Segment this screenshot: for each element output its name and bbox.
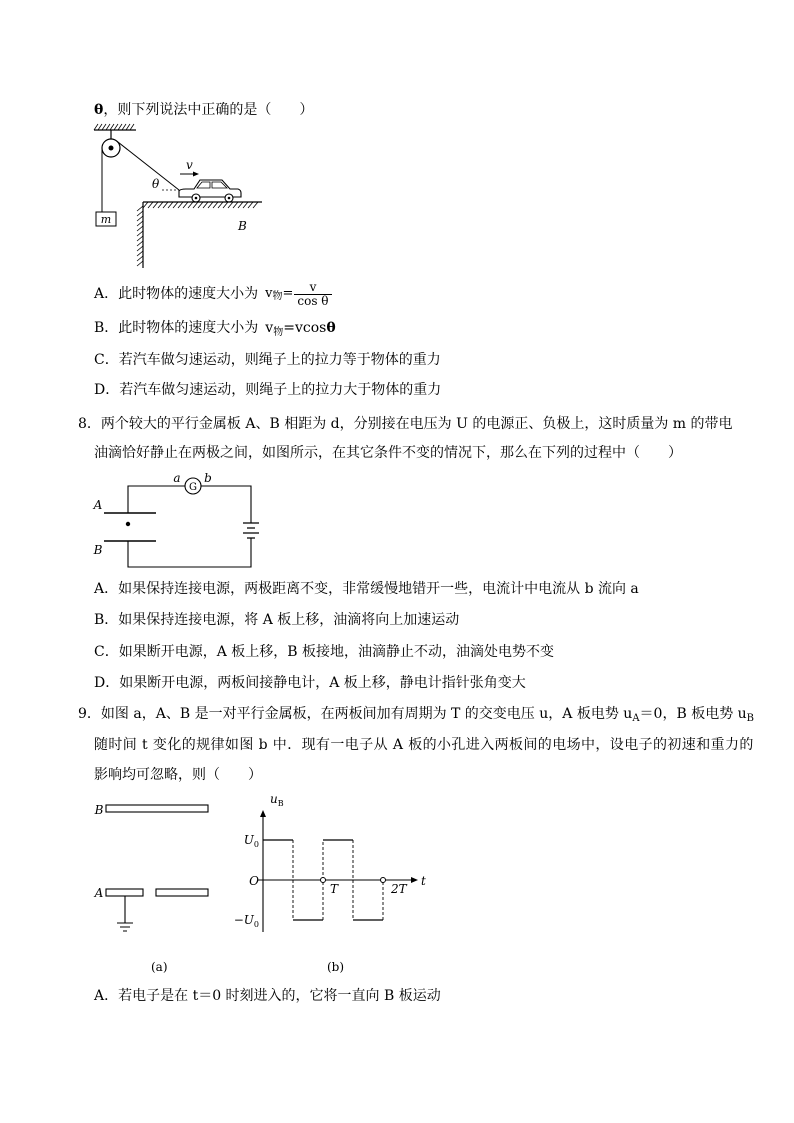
stem-text: 两个较大的平行金属板 A、B 相距为 d，分别接在电压为 U 的电源正、负极上，这时质量为 m 的带电 xyxy=(100,416,733,432)
oil-drop xyxy=(126,522,130,526)
tick-label-2t: 2T xyxy=(391,882,407,896)
ground-icon xyxy=(117,923,133,931)
plate-b-label: B xyxy=(93,543,103,557)
option-label: A． xyxy=(94,581,119,597)
q7-option-a xyxy=(94,280,332,308)
tick-marker-2t xyxy=(381,878,386,883)
low-level-label xyxy=(234,913,259,929)
y-axis-label xyxy=(270,792,284,808)
option-text: 如果保持连接电源，将 A 板上移，油滴将向上加速运动 xyxy=(118,612,460,628)
y-axis-subscript: B xyxy=(277,799,284,808)
option-label: C． xyxy=(94,644,119,660)
option-label: B． xyxy=(94,320,119,336)
wall-hatching xyxy=(137,206,143,266)
option-text: 如果保持连接电源，两极距离不变，非常缓慢地错开一些，电流计中电流从 b 流向 a xyxy=(118,581,639,597)
q7-option-c xyxy=(94,351,441,369)
y-axis-arrow xyxy=(260,810,266,817)
point-b-label: B xyxy=(238,219,247,233)
question-number: 8． xyxy=(78,416,101,432)
option-text: 如果断开电源，两板间接静电计，A 板上移，静电计指针张角变大 xyxy=(119,675,526,691)
q7-theta-symbol: θ xyxy=(94,102,104,118)
plate-a-label: A xyxy=(94,886,104,900)
speed-formula-a xyxy=(265,281,331,308)
stem-text: 影响均可忽略，则（ ） xyxy=(94,767,262,783)
stem-text: 油滴恰好静止在两极之间，如图所示，在其它条件不变的情况下，那么在下列的过程中（ ） xyxy=(94,445,682,461)
tick-label-t: T xyxy=(330,882,339,896)
plate-b xyxy=(106,805,208,812)
subscript-a: A xyxy=(632,713,640,724)
option-text: 若电子是在 t＝0 时刻进入的，它将一直向 B 板运动 xyxy=(118,988,441,1004)
q7-option-d xyxy=(94,381,441,399)
formula-theta: θ xyxy=(326,320,336,336)
q9-stem-line1 xyxy=(78,705,754,725)
option-label: D． xyxy=(94,382,120,398)
pulley-car-figure xyxy=(90,122,270,272)
formula-rhs: =vcos xyxy=(283,320,327,336)
stem-text: 如图 a，A、B 是一对平行金属板，在两板间加有周期为 T 的交变电压 u，A 板电势 u xyxy=(100,706,633,722)
subscript-b: B xyxy=(746,713,755,724)
circuit-wire xyxy=(128,486,251,567)
x-axis-label: t xyxy=(421,874,426,888)
q8-stem-line1 xyxy=(78,415,733,433)
plate-a-left xyxy=(106,889,143,896)
formula-lhs: v xyxy=(265,320,274,336)
q7-stem-text: ，则下列说法中正确的是（ ） xyxy=(103,102,314,118)
option-label: A． xyxy=(94,988,119,1004)
high-level-symbol: U xyxy=(243,833,254,847)
car-icon xyxy=(179,180,241,202)
mass-label: m xyxy=(100,213,112,226)
stem-text: 随时间 t 变化的规律如图 b 中．现有一电子从 A 板的小孔进入两板间的电场中，设电子的初速和重力的 xyxy=(94,737,754,753)
option-label: D． xyxy=(94,675,120,691)
platform-hatching xyxy=(143,202,258,208)
option-label: A． xyxy=(94,286,119,302)
high-level-subscript: 0 xyxy=(253,840,259,849)
plate-b-label: B xyxy=(94,803,104,817)
x-axis-arrow xyxy=(411,877,418,883)
low-level-subscript: 0 xyxy=(253,920,259,929)
y-axis-symbol: u xyxy=(270,792,278,806)
capacitor-circuit-figure xyxy=(90,468,265,576)
terminal-a-label: a xyxy=(173,471,181,485)
option-label: C． xyxy=(94,352,119,368)
q8-option-a xyxy=(94,580,639,598)
plate-a-label: A xyxy=(93,498,103,512)
formula-lhs-subscript: 物 xyxy=(273,327,284,338)
car-front-hub xyxy=(195,197,198,200)
q7-option-b xyxy=(94,319,336,339)
formula-equals: = xyxy=(282,286,294,301)
option-label: B． xyxy=(94,612,119,628)
car-rear-hub xyxy=(228,197,231,200)
q9-stem-line3 xyxy=(94,766,262,784)
voltage-waveform-figure-b xyxy=(230,790,430,935)
fraction-numerator: v xyxy=(294,281,331,295)
pulley-axle xyxy=(109,146,114,151)
angle-label: θ xyxy=(152,177,160,191)
rope-to-car xyxy=(117,141,180,190)
q8-option-c xyxy=(94,643,554,661)
question-number: 9． xyxy=(78,706,101,722)
low-level-symbol: −U xyxy=(233,913,254,927)
q9-stem-line2 xyxy=(94,736,754,754)
q8-option-b xyxy=(94,611,459,629)
tick-marker-t xyxy=(321,878,326,883)
galvanometer-symbol: G xyxy=(189,482,197,493)
speed-formula-b xyxy=(265,320,335,336)
formula-lhs-subscript: 物 xyxy=(272,291,283,302)
velocity-label: v xyxy=(186,158,193,172)
fraction-denominator: cos θ xyxy=(297,293,329,308)
formula-fraction xyxy=(294,281,331,308)
figure-b-caption: (b) xyxy=(327,960,345,974)
high-level-label xyxy=(244,833,259,849)
q7-stem-tail xyxy=(94,101,313,119)
option-text: 此时物体的速度大小为 xyxy=(118,320,259,336)
q8-option-d xyxy=(94,674,526,692)
option-text: 此时物体的速度大小为 xyxy=(118,286,259,302)
ceiling-hatching xyxy=(94,124,134,130)
q9-option-a xyxy=(94,987,441,1005)
parallel-plates-figure-a xyxy=(90,795,220,940)
velocity-arrow-head xyxy=(193,172,199,177)
origin-label: O xyxy=(249,874,259,888)
formula-lhs: v xyxy=(265,286,273,301)
figure-a-caption: (a) xyxy=(151,960,168,974)
option-text: 若汽车做匀速运动，则绳子上的拉力等于物体的重力 xyxy=(118,352,441,368)
option-text: 若汽车做匀速运动，则绳子上的拉力大于物体的重力 xyxy=(119,382,442,398)
stem-text: ＝0，B 板电势 u xyxy=(639,706,747,722)
plate-a-right xyxy=(156,889,208,896)
q8-stem-line2 xyxy=(94,444,682,462)
terminal-b-label: b xyxy=(204,471,212,485)
option-text: 如果断开电源，A 板上移，B 板接地，油滴静止不动，油滴处电势不变 xyxy=(118,644,555,660)
